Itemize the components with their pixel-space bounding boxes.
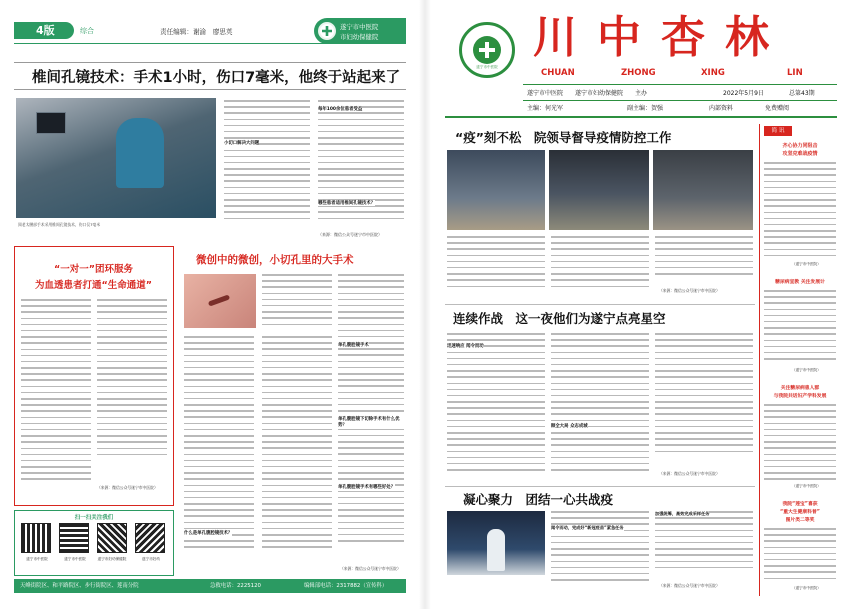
internal-tag: 内部资料 bbox=[709, 105, 734, 112]
pinyin-chuan: CHUAN bbox=[541, 68, 575, 78]
issue-date: 2022年5月9日 bbox=[723, 90, 764, 97]
photo-caption: 阅老太腰部手术采用椎间孔镜技术，伤口仅7毫米 bbox=[18, 222, 101, 227]
pinyin-row bbox=[541, 68, 833, 80]
hospital-logo-icon bbox=[318, 22, 336, 40]
brief4-source: （遂宁市中医院） bbox=[792, 586, 821, 590]
brief-item-1 bbox=[764, 140, 836, 270]
left-page bbox=[0, 0, 419, 609]
feature-sub-3: 什么是单孔腹腔镜技术？ bbox=[184, 531, 233, 536]
section-label: 综合 bbox=[80, 27, 94, 35]
article1-headline: “疫”刻不松 院领导督导疫情防控工作 bbox=[455, 130, 672, 145]
article1-source: （来源：微信公众号遂宁市中医院） bbox=[659, 288, 720, 293]
feature-col1-bottom bbox=[184, 336, 254, 576]
footer-emergency: 急救电话：2225120 bbox=[210, 583, 261, 589]
article2-sub-2: 顾全大局 众志成城 bbox=[551, 424, 588, 429]
left-footer bbox=[14, 579, 406, 593]
left-logo-line2: 市妇幼保健院 bbox=[340, 33, 379, 41]
qr-code-icon[interactable] bbox=[97, 523, 127, 553]
main-article bbox=[14, 50, 406, 240]
brief-tag: 简 讯 bbox=[764, 126, 792, 136]
article2-sub-1: 迅速响应 闻令而动 bbox=[447, 344, 484, 349]
qr-block bbox=[14, 510, 174, 576]
version-badge bbox=[14, 22, 74, 39]
masthead-rule-mid bbox=[523, 100, 837, 101]
brief-sidebar bbox=[759, 124, 837, 596]
article1-photo-2 bbox=[549, 150, 649, 230]
masthead-rule-bottom bbox=[445, 116, 837, 118]
qr-code-icon[interactable] bbox=[135, 523, 165, 553]
sidebar-article bbox=[14, 246, 174, 506]
qr-code-icon[interactable] bbox=[59, 523, 89, 553]
qr-label: 遂宁市妇幼保健院 bbox=[97, 557, 127, 561]
header-rule bbox=[14, 43, 406, 44]
brief3-text bbox=[764, 404, 836, 484]
feature-title: 微创中的微创，小切孔里的大手术 bbox=[196, 254, 354, 266]
sidebar-title-1: “一对一”团环服务 bbox=[54, 264, 133, 275]
deputy-editor: 副主编：贺强 bbox=[627, 105, 664, 112]
brief-item-4 bbox=[764, 498, 836, 596]
logo-ring-text: 遂宁市中医院 bbox=[476, 65, 498, 69]
article1-col2 bbox=[551, 236, 649, 296]
pinyin-zhong: ZHONG bbox=[621, 68, 656, 78]
article3-headline: 凝心聚力 团结一心共战疫 bbox=[463, 492, 614, 507]
feature-article bbox=[180, 246, 406, 586]
masthead-rule-top bbox=[523, 84, 837, 85]
incision-mark bbox=[208, 294, 230, 306]
main-col2-text bbox=[318, 100, 404, 230]
footer-ad-phone: 编辑部电话：2317882（宣传科） bbox=[304, 583, 388, 589]
main-headline-box bbox=[14, 62, 406, 90]
article3-sub-1: 闻令而动，完成好“新冠疫苗”紧急任务 bbox=[551, 525, 624, 530]
right-page bbox=[431, 0, 850, 609]
ppe-figure bbox=[487, 529, 505, 571]
version-label: 4版 bbox=[36, 24, 55, 37]
sub-heading-3: 哪些患者适用椎间孔镜技术？ bbox=[318, 201, 376, 206]
sub-heading-1: 小切口解决大问题 bbox=[224, 141, 260, 146]
article3-col2 bbox=[551, 511, 649, 591]
hospital-logo-icon bbox=[473, 36, 501, 64]
brief4-title-3: 图片类二等奖 bbox=[785, 518, 815, 523]
main-source: （来源：微信公众号遂宁市中医院） bbox=[318, 232, 382, 237]
masthead-title: 川中杏林 bbox=[533, 12, 789, 63]
masthead-logo bbox=[459, 22, 515, 78]
pinyin-lin: LIN bbox=[787, 68, 803, 78]
sidebar-source: （来源：微信公众号遂宁市中医院） bbox=[97, 485, 158, 490]
article2-col3 bbox=[655, 333, 753, 463]
article3-source: （来源：微信公众号遂宁市中医院） bbox=[659, 583, 720, 588]
brief1-source: （遂宁市中医院） bbox=[792, 262, 821, 266]
brief2-text bbox=[764, 290, 836, 366]
feature-col1-top bbox=[262, 274, 332, 330]
page-fold bbox=[419, 0, 431, 609]
feature-col1b bbox=[262, 336, 332, 576]
article3-photo bbox=[447, 511, 545, 575]
article3-col3 bbox=[655, 511, 753, 581]
qr-label: 遂宁市中医院 bbox=[26, 557, 48, 561]
article3-sub-2: 加强统筹，高效完成采样任务 bbox=[655, 511, 710, 516]
feature-sub-4: 单孔腹腔镜手术有哪些好处？ bbox=[338, 485, 396, 490]
brief-item-2 bbox=[764, 276, 836, 376]
issue-number: 总第43期 bbox=[789, 90, 815, 97]
qr-row bbox=[21, 523, 171, 573]
sidebar-text-col2 bbox=[97, 299, 167, 479]
main-col1-text bbox=[224, 100, 310, 230]
left-logo-line1: 遂宁市中医院 bbox=[340, 23, 379, 31]
brief2-title-1: 糖尿病宣教 关注发展计 bbox=[775, 280, 825, 285]
article2-source: （来源：微信公众号遂宁市中医院） bbox=[659, 471, 720, 476]
surgeon-figure bbox=[116, 118, 164, 188]
brief4-title-2: “重大生健康科普” bbox=[780, 510, 820, 515]
article-2 bbox=[445, 304, 755, 484]
article2-headline: 连续作战 这一夜他们为遂宁点亮星空 bbox=[453, 311, 666, 326]
qr-code-icon[interactable] bbox=[21, 523, 51, 553]
brief2-source: （遂宁市中医院） bbox=[792, 368, 821, 372]
main-headline: 椎间孔镜技术：手术1小时，伤口7毫米，他终于站起来了 bbox=[32, 70, 401, 86]
brief3-source: （遂宁市中医院） bbox=[792, 484, 821, 488]
feature-photo bbox=[184, 274, 256, 328]
sponsor-line bbox=[527, 88, 837, 98]
brief3-title-1: 关注糖尿病患人群 bbox=[780, 386, 820, 391]
free-tag: 免费赠阅 bbox=[765, 105, 790, 112]
feature-source: （来源：微信公众号遂宁市中医院） bbox=[340, 566, 401, 571]
qr-label: 遂宁市中医院 bbox=[64, 557, 86, 561]
feature-sub-2: 单孔腹腔镜下切除手术有什么优势？ bbox=[338, 416, 406, 428]
brief1-text bbox=[764, 162, 836, 262]
brief-item-3 bbox=[764, 382, 836, 492]
chief-editor: 主编：何光军 bbox=[527, 105, 564, 112]
sidebar-text-col1 bbox=[21, 299, 91, 499]
article1-col3 bbox=[655, 236, 753, 286]
article2-col1 bbox=[447, 333, 545, 479]
left-header bbox=[14, 18, 406, 44]
brief4-title-1: 我院“莲宝”喜获 bbox=[782, 502, 818, 507]
footer-address: 天峰街院区、和平路院区、步行街院区、莲南分院 bbox=[20, 583, 139, 589]
editor-line bbox=[527, 103, 837, 113]
sub-heading-2: 每年100余位患者受益 bbox=[318, 107, 363, 112]
qr-label: 遂宁市妇幼 bbox=[142, 557, 160, 561]
sidebar-title-2: 为血透患者打通“生命通道” bbox=[35, 280, 152, 291]
brief1-title-2: 攻坚克难战疫情 bbox=[782, 151, 818, 157]
article2-col2 bbox=[551, 333, 649, 479]
article1-photo-3 bbox=[653, 150, 753, 230]
sponsors: 遂宁市中医院 遂宁市妇幼保健院 主办 bbox=[527, 90, 648, 97]
brief4-text bbox=[764, 528, 836, 586]
article1-photo-1 bbox=[447, 150, 545, 230]
masthead bbox=[445, 12, 837, 120]
qr-title: 扫一扫关注我们 bbox=[74, 515, 114, 521]
article-1 bbox=[445, 124, 755, 302]
pinyin-xing: XING bbox=[701, 68, 725, 78]
article-3 bbox=[445, 486, 755, 594]
article1-col1 bbox=[447, 236, 545, 296]
monitor bbox=[36, 112, 66, 134]
surgery-photo bbox=[16, 98, 216, 218]
left-logo-block bbox=[314, 18, 406, 44]
brief3-title-2: 与我院共话妇产学科发展 bbox=[773, 394, 827, 399]
editors-line: 责任编辑：谢渝 廖思英 bbox=[160, 28, 233, 36]
brief1-title-1: 齐心协力同阻击 bbox=[782, 143, 818, 149]
feature-sub-1: 单孔腹腔镜手术 bbox=[338, 343, 369, 348]
